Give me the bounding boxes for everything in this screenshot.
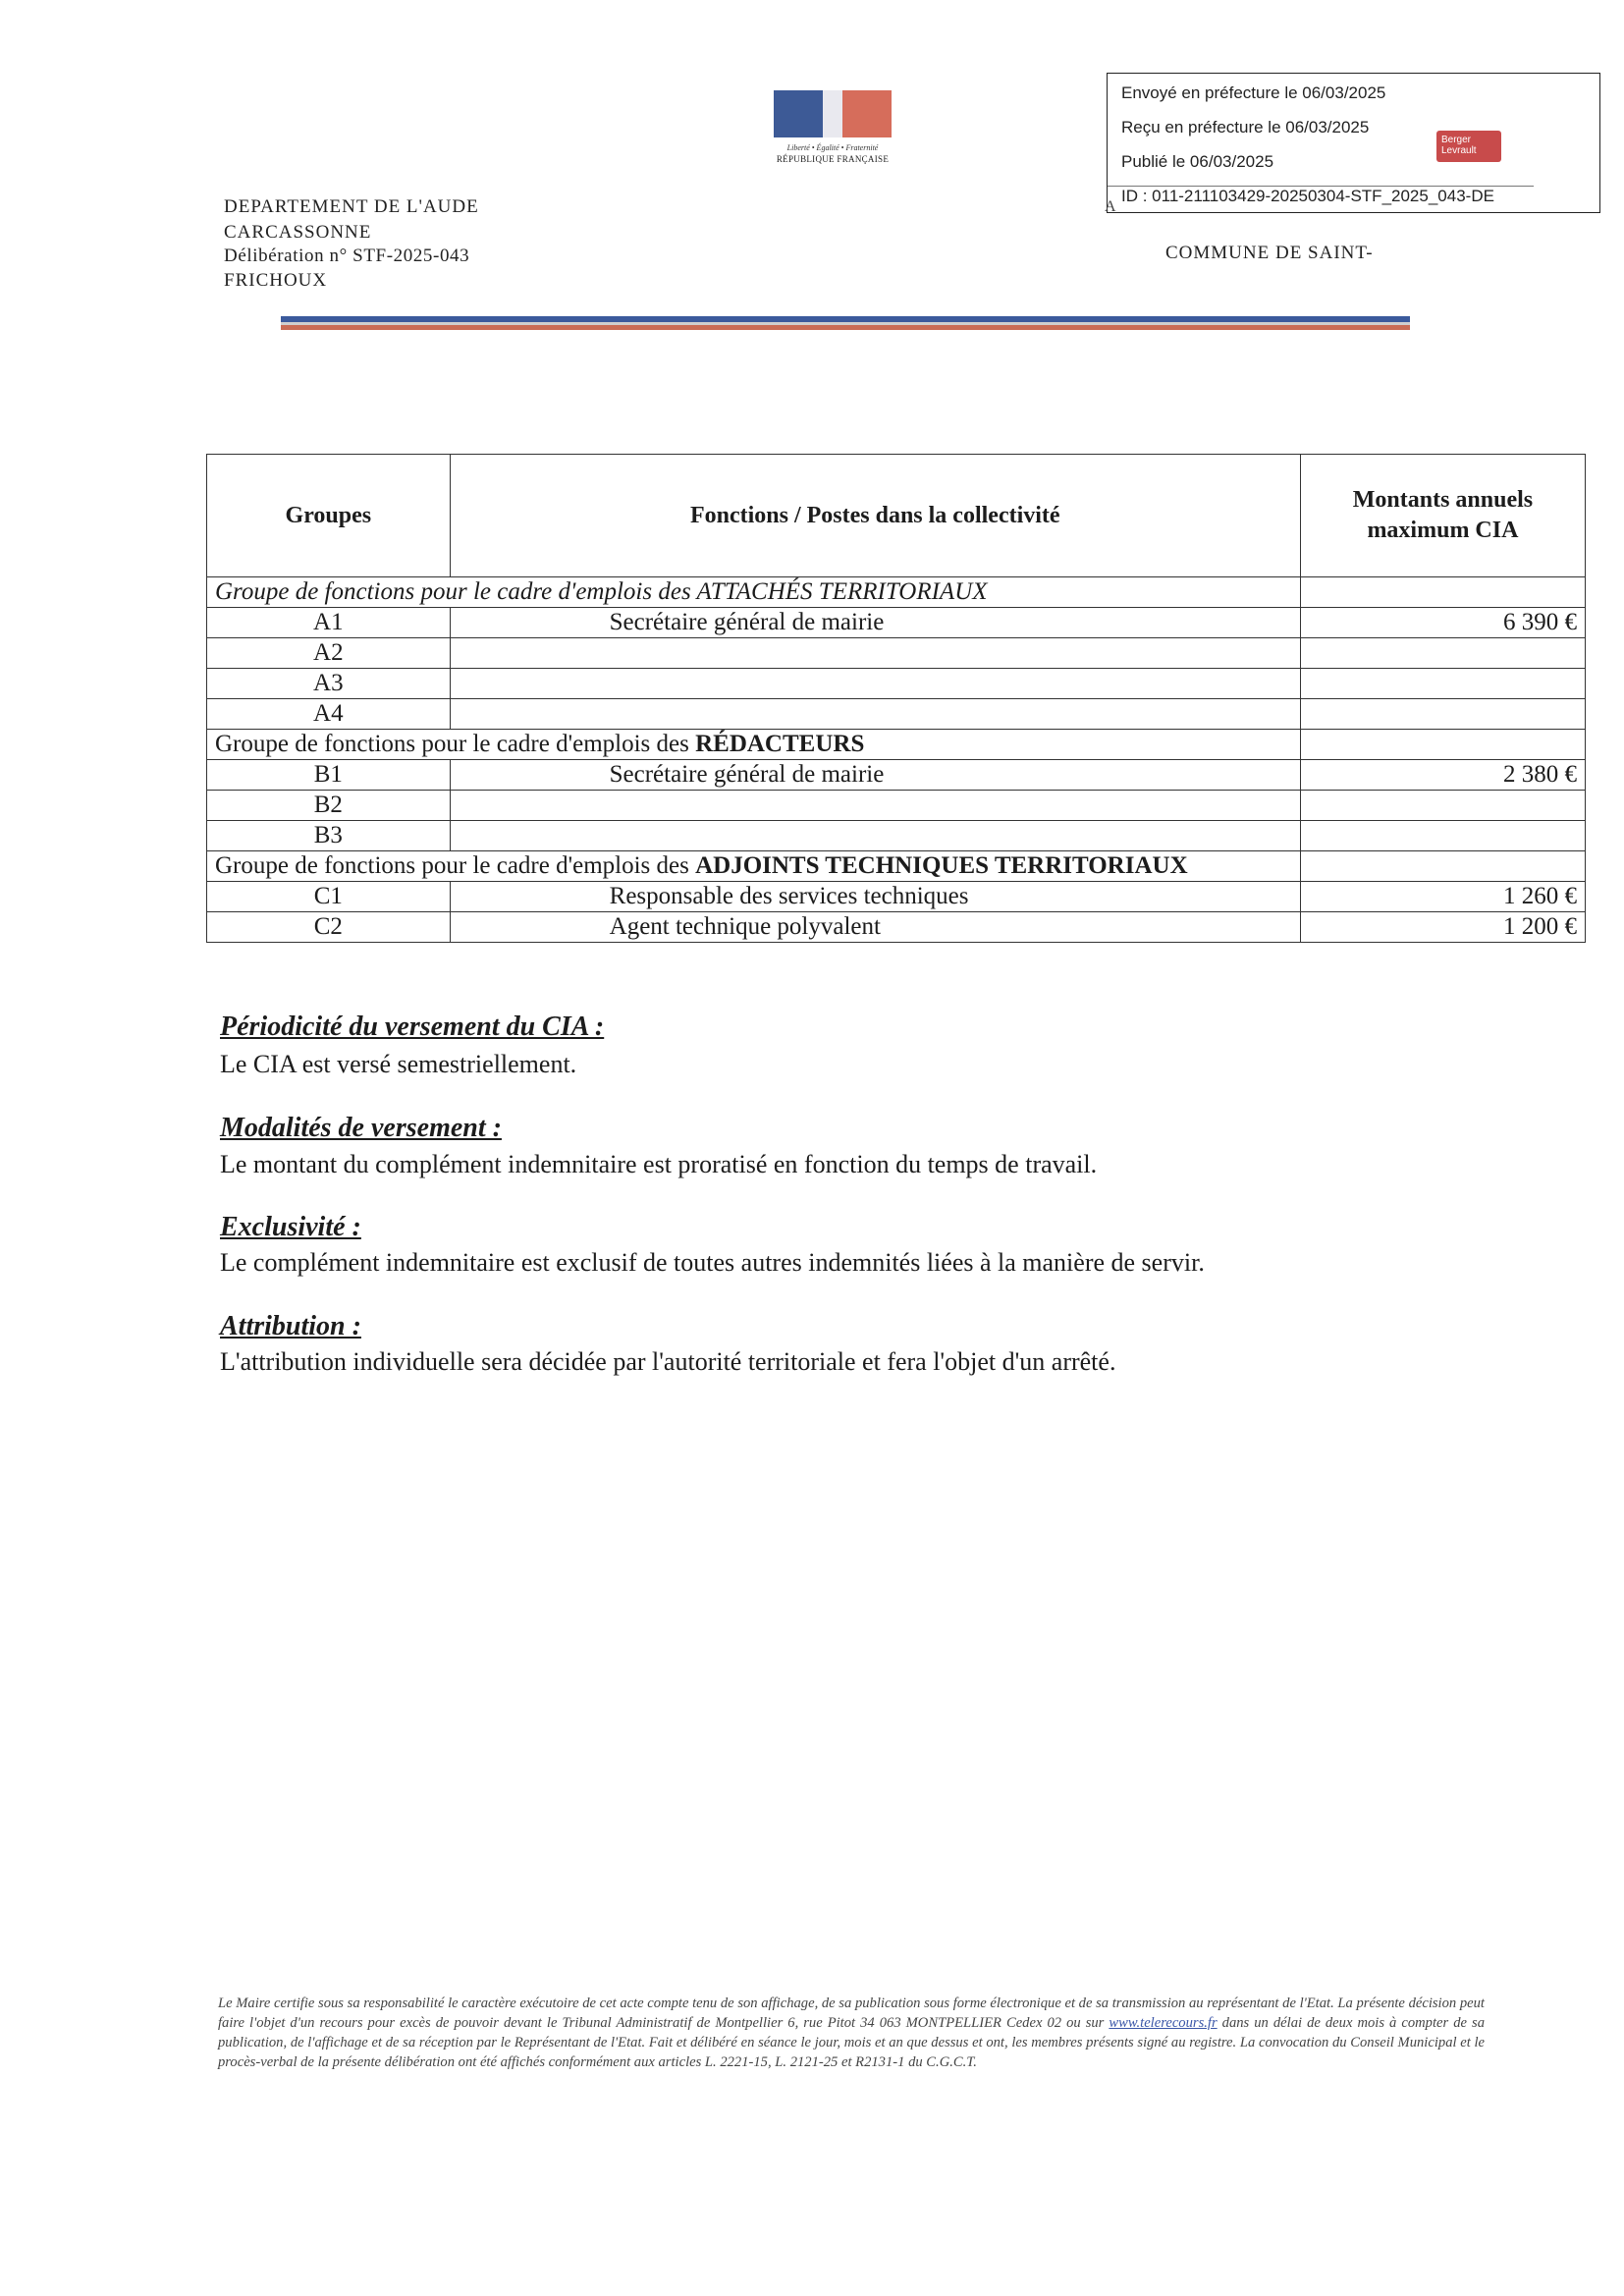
- logo-republique: RÉPUBLIQUE FRANÇAISE: [776, 154, 890, 164]
- commune-label: COMMUNE DE SAINT-: [1165, 243, 1374, 263]
- exclusivite-text: Le complément indemnitaire est exclusif de toutes autres indemnités liées à la manière de servir.: [220, 1248, 1205, 1277]
- header-fonctions: Fonctions / Postes dans la collectivité: [450, 455, 1300, 577]
- modalites-text: Le montant du complément indemnitaire est proratisé en fonction du temps de travail.: [220, 1150, 1098, 1178]
- row-montant: [1300, 669, 1585, 699]
- table-header-row: [207, 455, 1586, 577]
- row-code: B1: [207, 760, 451, 791]
- deliberation-number: Délibération n° STF-2025-043: [224, 246, 470, 266]
- telerecours-link[interactable]: www.telerecours.fr: [1109, 2015, 1218, 2031]
- row-code: C1: [207, 882, 451, 912]
- attribution-title: Attribution :: [220, 1311, 361, 1341]
- row-montant: [1300, 699, 1585, 730]
- row-fonction: Secrétaire général de mairie: [450, 760, 1300, 791]
- table-row: [207, 912, 1586, 943]
- group-title-strong: ATTACHÉS TERRITORIAUX: [696, 578, 988, 605]
- table-row: [207, 791, 1586, 821]
- republique-francaise-logo: [754, 90, 911, 184]
- group-title-prefix: Groupe de fonctions pour le cadre d'emplois des: [215, 578, 697, 605]
- marianne-flag-icon: [754, 90, 911, 137]
- legal-footer: [218, 1994, 1485, 2072]
- berger-levrault-logo: Berger Levrault: [1436, 131, 1501, 162]
- row-montant: 1 200 €: [1300, 912, 1585, 943]
- group-title-row: [207, 730, 1586, 760]
- row-fonction: Responsable des services techniques: [450, 882, 1300, 912]
- row-montant: [1300, 821, 1585, 851]
- row-code: A2: [207, 638, 451, 669]
- prefecture-stamp: [1107, 73, 1600, 213]
- stray-mark: A: [1105, 198, 1116, 215]
- table-row: [207, 821, 1586, 851]
- row-fonction: [450, 699, 1300, 730]
- table-row: [207, 882, 1586, 912]
- row-fonction: [450, 638, 1300, 669]
- stamp-recu: Reçu en préfecture le 06/03/2025: [1121, 118, 1370, 137]
- row-montant: [1300, 638, 1585, 669]
- table-row: [207, 608, 1586, 638]
- stamp-id: ID : 011-211103429-20250304-STF_2025_043-DE: [1108, 186, 1534, 206]
- group-title-row: [207, 577, 1586, 608]
- group-title-prefix: Groupe de fonctions pour le cadre d'emplois des: [215, 852, 696, 879]
- header-groupes: Groupes: [207, 455, 451, 577]
- ville-label: CARCASSONNE: [224, 222, 372, 243]
- row-fonction: Secrétaire général de mairie: [450, 608, 1300, 638]
- row-montant: 1 260 €: [1300, 882, 1585, 912]
- header-montants: Montants annuels maximum CIA: [1300, 455, 1585, 577]
- row-code: A4: [207, 699, 451, 730]
- group-title-strong: ADJOINTS TECHNIQUES TERRITORIAUX: [695, 852, 1188, 879]
- footer-text-part2: dans un délai de deux mois à compter de sa publication, de l'affichage et de sa réception par le Représentant de l'Etat. Fait et délibéré en séance le jour, mois et an que dessus et ont, les membres présents signé au registre. La convocation du Conseil Municipal et le procès-verbal de la présente délibération ont été affichés conformément aux articles L. 2221-15, L. 2121-25 et R2131-1 du C.G.C.T.: [218, 2015, 1485, 2070]
- modalites-title: Modalités de versement :: [220, 1113, 502, 1143]
- row-montant: [1300, 791, 1585, 821]
- tricolor-divider: [281, 316, 1410, 330]
- row-code: C2: [207, 912, 451, 943]
- table-row: [207, 760, 1586, 791]
- row-fonction: [450, 669, 1300, 699]
- row-fonction: Agent technique polyvalent: [450, 912, 1300, 943]
- stamp-publie: Publié le 06/03/2025: [1121, 152, 1274, 171]
- row-fonction: [450, 791, 1300, 821]
- table-row: [207, 699, 1586, 730]
- row-fonction: [450, 821, 1300, 851]
- row-montant: 2 380 €: [1300, 760, 1585, 791]
- group-title-row: [207, 851, 1586, 882]
- departement-label: DEPARTEMENT DE L'AUDE: [224, 196, 479, 217]
- logo-motto: Liberté • Égalité • Fraternité: [786, 143, 879, 152]
- row-montant: 6 390 €: [1300, 608, 1585, 638]
- row-code: B3: [207, 821, 451, 851]
- cia-table: [206, 454, 1586, 943]
- attribution-text: L'attribution individuelle sera décidée par l'autorité territoriale et fera l'objet d'un arrêté.: [220, 1347, 1116, 1376]
- row-code: A3: [207, 669, 451, 699]
- row-code: A1: [207, 608, 451, 638]
- periodicite-text: Le CIA est versé semestriellement.: [220, 1050, 577, 1078]
- table-row: [207, 638, 1586, 669]
- footer-text-part1: Le Maire certifie sous sa responsabilité le caractère exécutoire de cet acte compte tenu de son affichage, de sa publication sous forme électronique et de sa transmission au représentant de l'Etat. La présente décision peut faire l'objet d'un recours pour excès de pouvoir devant le Tribunal Administratif de Montpellier 6, rue Pitot 34 063 MONTPELLIER Cedex 02 ou sur: [218, 1995, 1485, 2031]
- stamp-envoye: Envoyé en préfecture le 06/03/2025: [1121, 83, 1386, 102]
- frichoux-label: FRICHOUX: [224, 270, 328, 291]
- row-code: B2: [207, 791, 451, 821]
- table-row: [207, 669, 1586, 699]
- group-title-strong: RÉDACTEURS: [695, 731, 865, 757]
- periodicite-title: Périodicité du versement du CIA :: [220, 1011, 605, 1042]
- exclusivite-title: Exclusivité :: [220, 1212, 361, 1242]
- group-title-prefix: Groupe de fonctions pour le cadre d'emplois des: [215, 731, 696, 757]
